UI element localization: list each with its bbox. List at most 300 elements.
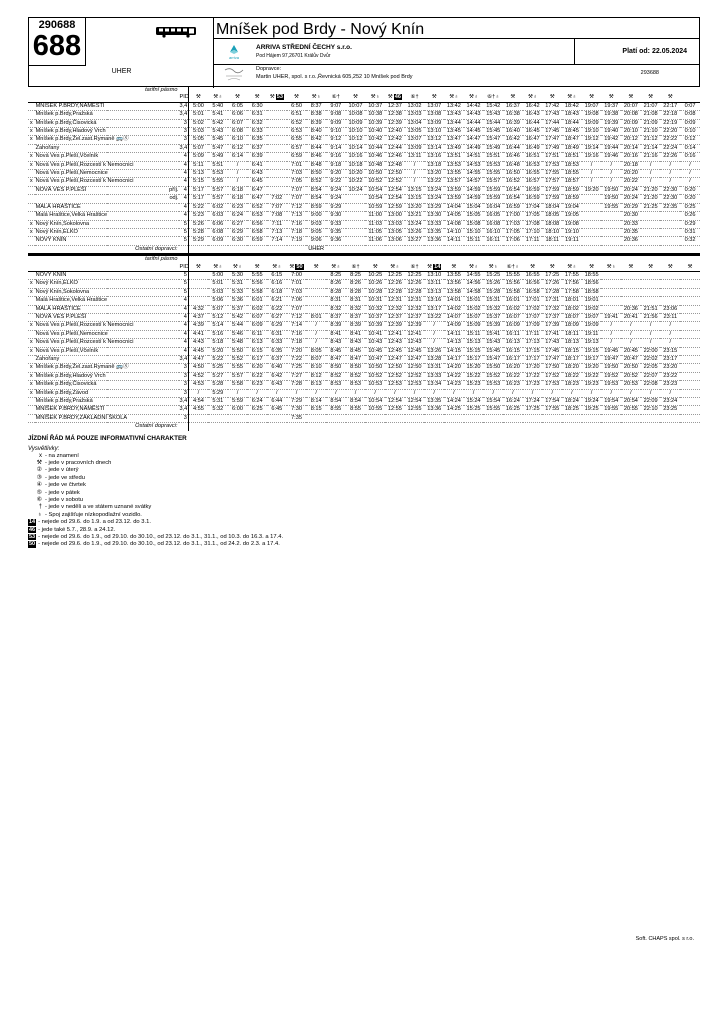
departure-time: 15:05 (464, 212, 484, 220)
departure-time: 20:30 (621, 212, 641, 220)
departure-time: 7:14 (267, 237, 287, 245)
departure-time: 5:28 (208, 381, 228, 389)
departure-time: 13:33 (424, 372, 444, 380)
tariff-zone: 3 (179, 381, 188, 389)
departure-time: 5:26 (188, 220, 208, 228)
departure-time: 14:02 (444, 305, 464, 313)
footer-credit: Soft. CHAPS spol. s r.o. (635, 936, 694, 942)
other-carrier (326, 423, 346, 431)
departure-time: 13:59 (444, 186, 464, 194)
departure-time: 20:41 (621, 313, 641, 321)
departure-time: 5:25 (208, 364, 228, 372)
departure-time: 16:01 (503, 297, 523, 305)
departure-time: 13:35 (424, 398, 444, 406)
departure-time: 10:22 (346, 178, 366, 186)
trip-mark: ⚒ (188, 264, 208, 272)
departure-time (542, 414, 562, 422)
departure-time: 6:55 (287, 136, 307, 144)
departure-time: / (660, 161, 680, 169)
tariff-zone: 4 (179, 322, 188, 330)
departure-time: 5:56 (247, 280, 267, 288)
departure-time: 22:10 (641, 406, 661, 414)
departure-time: 5:02 (188, 119, 208, 127)
departure-time: 16:59 (503, 203, 523, 211)
departure-time: 8:53 (346, 381, 366, 389)
departure-time (483, 414, 503, 422)
departure-time: 6:44 (267, 398, 287, 406)
departure-time: 10:09 (346, 119, 366, 127)
departure-time: 5:16 (208, 330, 228, 338)
other-carrier (621, 423, 641, 431)
departure-time: 17:59 (542, 186, 562, 194)
bus-icon (155, 26, 197, 38)
trip-marks-row (28, 264, 700, 272)
departure-time: 9:12 (326, 136, 346, 144)
departure-time: 14:23 (444, 381, 464, 389)
departure-time (680, 364, 700, 372)
departure-time: 16:55 (523, 271, 543, 279)
departure-time: 14:55 (464, 271, 484, 279)
departure-time: 21:07 (641, 102, 661, 110)
departure-time: 18:13 (562, 339, 582, 347)
departure-time: 12:25 (405, 271, 425, 279)
stop-name: Zahořany (35, 356, 107, 364)
stop-name: NOVÝ KNÍN (35, 271, 107, 279)
departure-time: 17:05 (503, 228, 523, 236)
departure-time: 7:35 (287, 414, 307, 422)
trip-mark: ⚒ (542, 264, 562, 272)
departure-time: 14:59 (464, 186, 484, 194)
stop-row (28, 136, 700, 144)
departure-time: 22:26 (660, 153, 680, 161)
departure-time: 15:45 (483, 128, 503, 136)
departure-time: 22:07 (641, 372, 661, 380)
departure-time: 21:56 (641, 313, 661, 321)
trip-mark: ⚒ (365, 264, 385, 272)
departure-time (680, 372, 700, 380)
departure-time: 6:05 (228, 102, 248, 110)
departure-time: 20:07 (621, 102, 641, 110)
departure-time: 5:03 (208, 288, 228, 296)
departure-time (601, 305, 621, 313)
departure-time: 16:54 (503, 195, 523, 203)
stop-name: NOVÁ VES P.PLEŠÍ (35, 186, 107, 194)
departure-time: 10:47 (365, 356, 385, 364)
departure-time: 19:17 (582, 356, 602, 364)
departure-time: 7:19 (287, 237, 307, 245)
departure-time (247, 414, 267, 422)
tariff-zone: 3,4 (179, 398, 188, 405)
departure-time: 18:24 (562, 398, 582, 406)
departure-time (680, 322, 700, 330)
departure-time: 17:00 (503, 212, 523, 220)
departure-time: 5:09 (188, 153, 208, 161)
departure-time (582, 414, 602, 422)
legend-item (28, 497, 700, 504)
departure-time: 16:05 (483, 212, 503, 220)
departure-time: 9:22 (326, 178, 346, 186)
departure-time: 19:41 (601, 313, 621, 321)
departure-time: 12:52 (405, 372, 425, 380)
departure-time: 5:12 (208, 313, 228, 321)
departure-time: 22:17 (660, 102, 680, 110)
stamp-icon (222, 66, 246, 84)
departure-time: 11:03 (365, 220, 385, 228)
departure-time: 10:46 (365, 153, 385, 161)
departure-time (680, 339, 700, 347)
trip-mark: ⚒♁ (326, 264, 346, 272)
departure-time: 16:04 (483, 203, 503, 211)
departure-time: 19:53 (601, 381, 621, 389)
departure-time: 6:41 (247, 161, 267, 169)
departure-time: 12:28 (385, 288, 405, 296)
other-carrier (503, 245, 523, 253)
departure-time: 16:37 (503, 102, 523, 110)
departure-time: 4:32 (188, 305, 208, 313)
departure-time: 16:25 (503, 406, 523, 414)
request-stop-mark: x (29, 339, 33, 346)
departure-time: 8:53 (326, 381, 346, 389)
departure-time: 14:04 (444, 203, 464, 211)
spacer (35, 264, 107, 272)
departure-time: 13:47 (444, 136, 464, 144)
other-carrier (385, 423, 405, 431)
departure-time: 19:47 (601, 356, 621, 364)
departure-time: 14:24 (444, 398, 464, 406)
departure-time: 6:06 (228, 111, 248, 119)
departure-time (267, 119, 287, 127)
tariff-zone: 5 (179, 237, 188, 245)
departure-time (641, 228, 661, 236)
departure-time: 8:41 (346, 330, 366, 338)
request-stop-mark (28, 271, 35, 279)
departure-time: 10:39 (365, 322, 385, 330)
departure-time: / (385, 389, 405, 397)
departure-time: 0:09 (680, 119, 700, 127)
valid-from: Platí od: 22.05.2024 (622, 48, 687, 55)
departure-time: 6:43 (247, 170, 267, 178)
other-carrier: UHER (308, 245, 325, 252)
trip-mark: ⚒♁ (267, 264, 287, 272)
departure-time: 9:00 (306, 212, 326, 220)
departure-time (680, 271, 700, 279)
departure-time: 16:13 (503, 339, 523, 347)
other-carrier-row (28, 423, 700, 431)
departure-time: 8:41 (326, 330, 346, 338)
trip-mark: ⚒♁ (385, 264, 405, 272)
departure-time: 20:12 (621, 136, 641, 144)
departure-time: 5:29 (188, 237, 208, 245)
departure-time: 5:28 (188, 228, 208, 236)
departure-time: 5:03 (188, 128, 208, 136)
departure-time: 6:39 (247, 153, 267, 161)
departure-time: 6:30 (228, 237, 248, 245)
departure-time: 21:12 (641, 136, 661, 144)
departure-time: / (503, 389, 523, 397)
timetable-code: 293688 (640, 70, 659, 76)
departure-time: 12:37 (385, 313, 405, 321)
stop-name: Mníšek p.Brdy,Pražská (35, 398, 107, 406)
departure-time (680, 356, 700, 364)
departure-time: 5:45 (208, 136, 228, 144)
departure-time (601, 237, 621, 245)
departure-time: 4:37 (188, 313, 208, 321)
departure-time: 16:38 (503, 111, 523, 119)
departure-time: 4:53 (188, 381, 208, 389)
departure-time: 5:17 (188, 186, 208, 194)
departure-time: 5:42 (228, 313, 248, 321)
info-title: JÍZDNÍ ŘÁD MÁ POUZE INFORMATIVNÍ CHARAKTER (28, 434, 187, 442)
stop-row (28, 313, 700, 321)
departure-time: 17:43 (542, 339, 562, 347)
other-carrier (346, 245, 366, 253)
departure-time: 15:53 (483, 161, 503, 169)
departure-time: 6:03 (208, 212, 228, 220)
departure-time: 20:10 (621, 128, 641, 136)
departure-time: 10:37 (365, 313, 385, 321)
departure-time: 7:05 (287, 178, 307, 186)
departure-time: 12:45 (385, 347, 405, 355)
departure-time: 13:35 (424, 228, 444, 236)
tariff-zone: 4 (179, 347, 188, 355)
departure-time: 15:59 (483, 186, 503, 194)
departure-time: 10:16 (346, 153, 366, 161)
departure-time: 8:46 (306, 153, 326, 161)
departure-time: 15:31 (483, 297, 503, 305)
departure-time (601, 271, 621, 279)
other-carrier (542, 423, 562, 431)
trip-mark: ⚒♁ (601, 264, 621, 272)
departure-time: 17:45 (542, 347, 562, 355)
departure-time: 20:16 (621, 153, 641, 161)
legend-text: - nejede od 29.6. do 1.9., od 29.10. do 30.10., od 23.12. do 3.1., 31.1., od 10.3. do 16.3. a 17.4. (38, 533, 284, 540)
departure-time: 19:04 (562, 203, 582, 211)
departure-time: 13:57 (444, 178, 464, 186)
other-carrier (287, 245, 307, 253)
departure-time: 8:54 (306, 186, 326, 194)
departure-time: 10:54 (365, 186, 385, 194)
departure-time: 19:05 (562, 212, 582, 220)
request-stop-mark: x (29, 347, 33, 354)
departure-time: 7:16 (287, 220, 307, 228)
request-stop-mark (28, 144, 35, 152)
departure-time: 19:20 (582, 364, 602, 372)
departure-time: 22:22 (660, 136, 680, 144)
departure-time: 7:07 (267, 203, 287, 211)
departure-time: 13:05 (385, 228, 405, 236)
departure-time: 10:53 (365, 381, 385, 389)
departure-time: 16:07 (503, 313, 523, 321)
departure-time: 17:11 (523, 330, 543, 338)
departure-time: 17:55 (542, 406, 562, 414)
departure-time (188, 280, 208, 288)
legend-item (28, 490, 700, 497)
trip-mark: ⚒♁ (365, 94, 385, 102)
departure-time: 16:15 (503, 347, 523, 355)
departure-time: 6:35 (267, 347, 287, 355)
departure-time (680, 389, 700, 397)
spacer (267, 256, 287, 263)
legend-symbol-icon: x (39, 452, 42, 459)
trip-mark: ⚒ (660, 94, 680, 102)
spacer (444, 256, 464, 263)
departure-time: 5:00 (188, 102, 208, 110)
tariff-zone: 3 (179, 364, 188, 372)
departure-time (680, 330, 700, 338)
departure-time: 9:24 (326, 186, 346, 194)
departure-time: 14:44 (464, 119, 484, 127)
other-carrier (287, 423, 307, 431)
departure-time: 13:10 (424, 271, 444, 279)
request-stop-mark (28, 186, 35, 194)
departure-time (621, 271, 641, 279)
departure-time: 5:05 (188, 136, 208, 144)
request-stop-mark: x (29, 389, 33, 396)
departure-time: / (326, 389, 346, 397)
departure-time: 22:05 (641, 364, 661, 372)
departure-time: 5:11 (188, 161, 208, 169)
departure-time: 17:07 (523, 313, 543, 321)
departure-time: 0:14 (680, 144, 700, 152)
departure-time: 16:10 (483, 228, 503, 236)
spacer (680, 87, 700, 94)
departure-time: 15:47 (483, 356, 503, 364)
stop-row (28, 372, 700, 380)
departure-time: 17:55 (562, 271, 582, 279)
departure-time: 0:08 (680, 111, 700, 119)
divider (214, 64, 699, 65)
departure-time: 6:08 (228, 128, 248, 136)
departure-time: 8:47 (326, 356, 346, 364)
other-carrier (464, 423, 484, 431)
departure-time: 12:32 (405, 305, 425, 313)
stop-row (28, 271, 700, 279)
spacer (188, 256, 208, 263)
departure-time: 6:09 (247, 322, 267, 330)
departure-time: 7:14 (287, 322, 307, 330)
departure-time: 16:45 (523, 128, 543, 136)
request-stop-mark (28, 356, 35, 364)
departure-time: 9:09 (326, 119, 346, 127)
stop-row (28, 237, 700, 245)
departure-time: 14:22 (444, 372, 464, 380)
departure-time: 13:13 (424, 288, 444, 296)
departure-time: 9:06 (306, 237, 326, 245)
departure-time: 12:53 (385, 381, 405, 389)
departure-time: 19:23 (582, 381, 602, 389)
departure-time: 6:22 (247, 372, 267, 380)
other-carrier (601, 423, 621, 431)
departure-time: 8:31 (326, 297, 346, 305)
spacer (208, 256, 228, 263)
departure-time (267, 111, 287, 119)
departure-time: 5:52 (228, 356, 248, 364)
departure-time: 7:28 (287, 381, 307, 389)
departure-time: 5:47 (208, 144, 228, 152)
departure-time: 16:42 (503, 136, 523, 144)
departure-time: 8:39 (306, 119, 326, 127)
departure-time: 5:43 (208, 128, 228, 136)
departure-time: 6:00 (228, 406, 248, 414)
request-stop-mark (28, 398, 35, 406)
legend-item (28, 527, 700, 534)
departure-time: 19:55 (601, 203, 621, 211)
departure-time: 16:46 (503, 153, 523, 161)
tariff-zone: 5 (179, 288, 188, 296)
departure-time: 15:25 (464, 406, 484, 414)
departure-time: 14:05 (444, 212, 464, 220)
departure-time: 12:43 (405, 339, 425, 347)
departure-time: 20:33 (621, 220, 641, 228)
departure-time (503, 414, 523, 422)
departure-time: 22:20 (660, 128, 680, 136)
stop-name: Mníšek p.Brdy,Hladový Vrch (35, 128, 106, 135)
departure-time: 8:26 (346, 280, 366, 288)
departure-time: / (542, 389, 562, 397)
departure-time: 21:09 (641, 119, 661, 127)
departure-time: 7:12 (287, 203, 307, 211)
departure-time: 13:18 (424, 161, 444, 169)
departure-time (523, 414, 543, 422)
stop-row (28, 389, 700, 397)
arr-dep-mark (107, 389, 179, 397)
departure-time: 15:56 (503, 280, 523, 288)
departure-time: 17:02 (523, 305, 543, 313)
spacer (346, 256, 366, 263)
departure-time: / (641, 322, 661, 330)
departure-time: 13:31 (424, 364, 444, 372)
departure-time: 14:10 (444, 228, 464, 236)
trip-mark: ⑥†♁ (483, 94, 503, 102)
legend-text: - Spoj zajišťuje nízkopodlažní vozidlo. (45, 511, 142, 518)
departure-time: 15:44 (483, 119, 503, 127)
departure-time (660, 280, 680, 288)
departure-time: 19:07 (582, 102, 602, 110)
departure-time: 13:24 (424, 186, 444, 194)
stop-name: Nová Ves p.Pleší,Včelník (35, 347, 107, 355)
departure-time: 13:16 (424, 297, 444, 305)
departure-time: 10:43 (365, 339, 385, 347)
spacer (326, 256, 346, 263)
departure-time: 19:10 (562, 228, 582, 236)
departure-time: 4:39 (188, 322, 208, 330)
stop-name: Mníšek p.Brdy,Žel.zast.Rymaně 🚌Ⓢ (35, 136, 129, 143)
departure-time: 23:17 (660, 356, 680, 364)
departure-time: 6:52 (287, 119, 307, 127)
departure-time: 6:47 (247, 195, 267, 203)
departure-time: 12:50 (385, 364, 405, 372)
stop-row (28, 330, 700, 338)
request-stop-mark (28, 237, 35, 245)
departure-time: 15:43 (483, 111, 503, 119)
departure-time: 17:49 (542, 144, 562, 152)
departure-time: 8:55 (326, 406, 346, 414)
departure-time: 15:39 (483, 322, 503, 330)
departure-time: 13:55 (444, 271, 464, 279)
departure-time: 19:11 (582, 330, 602, 338)
departure-time: 20:53 (621, 381, 641, 389)
departure-time: 15:02 (464, 305, 484, 313)
departure-time: 7:07 (287, 195, 307, 203)
departure-time: 6:21 (267, 297, 287, 305)
departure-time (346, 195, 366, 203)
trip-mark: ⑥† (326, 94, 346, 102)
legend-symbol-icon: ♁ (37, 511, 42, 518)
departure-time: 5:57 (228, 372, 248, 380)
departure-time: 8:14 (306, 398, 326, 406)
departure-time: 16:43 (523, 111, 543, 119)
request-stop-mark: x (29, 322, 33, 329)
